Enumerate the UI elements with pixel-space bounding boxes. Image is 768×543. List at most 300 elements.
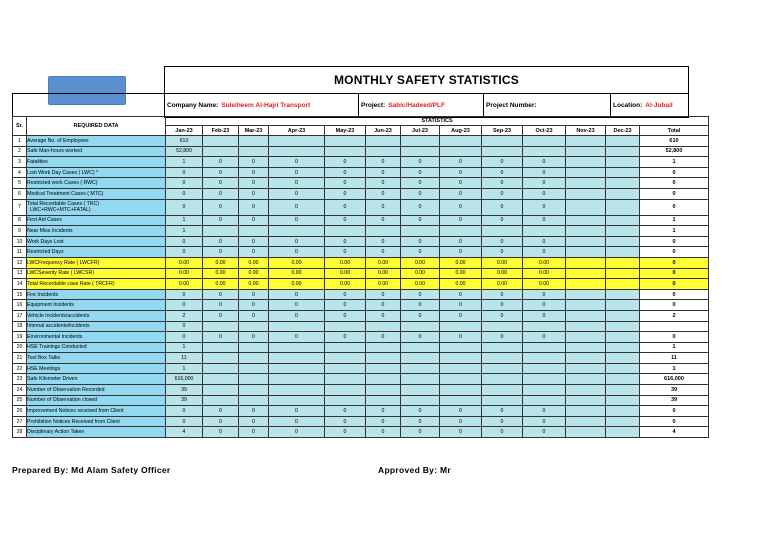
row-label (27, 188, 166, 199)
month-value-cell (325, 226, 366, 237)
month-value-cell (523, 136, 566, 147)
month-value-cell: 0.00 (203, 268, 239, 279)
month-value-cell: 0 (269, 167, 325, 178)
month-value-cell: 0 (366, 188, 401, 199)
month-value-cell (269, 136, 325, 147)
month-value-cell: 0.00 (523, 268, 566, 279)
project-cell (359, 94, 484, 117)
month-value-cell (523, 363, 566, 374)
month-value-cell: 0 (401, 310, 440, 321)
table-row (13, 289, 709, 300)
row-label (27, 300, 166, 311)
total-cell: 0 (640, 167, 709, 178)
month-value-cell (203, 363, 239, 374)
total-cell: 616,000 (640, 374, 709, 385)
company-cell (165, 94, 359, 117)
month-value-cell (269, 321, 325, 332)
month-value-cell: 0 (366, 416, 401, 427)
month-value-cell: 0.00 (440, 268, 482, 279)
month-value-cell: 0 (366, 178, 401, 189)
month-header: Jan-23 (166, 126, 203, 136)
prepared-by: Prepared By: Md Alam Safety Officer (12, 465, 171, 475)
month-value-cell: 0.00 (366, 257, 401, 268)
table-row (13, 146, 709, 157)
month-value-cell: 0 (523, 300, 566, 311)
table-row (13, 363, 709, 374)
month-value-cell: 0 (523, 310, 566, 321)
month-value-cell (440, 385, 482, 396)
company-label: Company Name: (167, 102, 219, 109)
month-value-cell (366, 321, 401, 332)
month-value-cell: 0 (440, 416, 482, 427)
month-value-cell: 0 (440, 236, 482, 247)
month-value-cell: 0 (401, 188, 440, 199)
row-number: 13 (13, 268, 27, 279)
total-cell: 0 (640, 406, 709, 417)
month-value-cell: 0 (269, 188, 325, 199)
month-header: Apr-23 (269, 126, 325, 136)
row-label (27, 157, 166, 168)
row-label (27, 363, 166, 374)
month-value-cell (239, 226, 269, 237)
table-row (13, 136, 709, 147)
month-value-cell: 0 (401, 157, 440, 168)
month-value-cell: 39 (166, 395, 203, 406)
row-number: 23 (13, 374, 27, 385)
month-value-cell (566, 257, 606, 268)
month-value-cell: 0 (166, 321, 203, 332)
month-value-cell (566, 247, 606, 258)
month-value-cell (606, 374, 640, 385)
location-label: Location: (613, 102, 643, 109)
total-cell: 1 (640, 226, 709, 237)
month-value-cell (566, 406, 606, 417)
row-label-text: LWCFrequency Rate ( LWCFR) (27, 259, 100, 266)
row-label-text: Restricted work Cases ( RWC) (27, 180, 98, 187)
month-value-cell (606, 226, 640, 237)
month-value-cell (325, 374, 366, 385)
total-cell: 0 (640, 199, 709, 215)
month-value-cell: 0 (366, 167, 401, 178)
month-value-cell (482, 321, 523, 332)
month-value-cell: 0 (440, 332, 482, 343)
month-value-cell: 0 (440, 178, 482, 189)
month-value-cell (269, 353, 325, 364)
month-value-cell: 0 (166, 167, 203, 178)
month-value-cell: 0 (269, 310, 325, 321)
total-cell: 0 (640, 188, 709, 199)
company-value: Suleiheem Al-Hajri Transport (221, 102, 311, 109)
row-label-text: Disciplinary Action Taken (27, 429, 85, 436)
row-label-text: Restricted Days (27, 249, 64, 256)
total-cell: 2 (640, 310, 709, 321)
month-value-cell (401, 342, 440, 353)
month-value-cell (566, 178, 606, 189)
month-value-cell (566, 300, 606, 311)
month-value-cell: 0 (523, 167, 566, 178)
month-value-cell: 0 (482, 427, 523, 438)
row-label (27, 257, 166, 268)
month-value-cell: 0.00 (440, 257, 482, 268)
month-value-cell (566, 226, 606, 237)
month-value-cell: 0.00 (482, 279, 523, 290)
month-value-cell: 0 (166, 300, 203, 311)
month-value-cell (606, 332, 640, 343)
month-value-cell: 0 (325, 427, 366, 438)
month-value-cell: 0 (269, 157, 325, 168)
table-row (13, 385, 709, 396)
month-header: Jul-23 (401, 126, 440, 136)
month-value-cell (325, 321, 366, 332)
month-value-cell: 2 (166, 310, 203, 321)
month-value-cell (440, 146, 482, 157)
total-cell: 1 (640, 342, 709, 353)
row-label (27, 427, 166, 438)
month-value-cell: 0 (325, 167, 366, 178)
row-number: 26 (13, 406, 27, 417)
month-value-cell (239, 321, 269, 332)
row-number: 2 (13, 146, 27, 157)
month-value-cell (239, 374, 269, 385)
month-value-cell: 0.00 (482, 268, 523, 279)
month-value-cell: 0.00 (325, 268, 366, 279)
month-value-cell: 11 (166, 353, 203, 364)
row-number: 5 (13, 178, 27, 189)
total-cell: 0 (640, 289, 709, 300)
month-value-cell: 0 (482, 199, 523, 215)
month-value-cell: 0 (203, 289, 239, 300)
month-value-cell (606, 427, 640, 438)
row-number: 6 (13, 188, 27, 199)
month-value-cell: 0 (239, 167, 269, 178)
month-value-cell (606, 406, 640, 417)
row-number: 7 (13, 199, 27, 215)
month-value-cell: 0 (440, 167, 482, 178)
month-value-cell: 0 (482, 167, 523, 178)
month-value-cell: 0 (366, 247, 401, 258)
month-value-cell: 0 (366, 310, 401, 321)
approved-by: Approved By: Mr (378, 465, 451, 475)
month-value-cell: 0 (166, 199, 203, 215)
month-value-cell: 0.00 (166, 268, 203, 279)
month-value-cell (203, 385, 239, 396)
total-cell (640, 321, 709, 332)
month-value-cell (606, 289, 640, 300)
month-value-cell: 0 (401, 236, 440, 247)
month-value-cell (366, 353, 401, 364)
month-value-cell (366, 136, 401, 147)
row-number: 22 (13, 363, 27, 374)
month-value-cell: 0.00 (269, 268, 325, 279)
total-cell: 0 (640, 236, 709, 247)
month-value-cell (566, 427, 606, 438)
month-value-cell: 0 (401, 289, 440, 300)
month-value-cell (239, 146, 269, 157)
month-value-cell (606, 215, 640, 226)
month-value-cell: 0 (203, 178, 239, 189)
total-cell: 1 (640, 157, 709, 168)
row-label (27, 289, 166, 300)
month-value-cell: 0 (523, 406, 566, 417)
month-value-cell (239, 353, 269, 364)
row-label (27, 247, 166, 258)
month-value-cell (325, 136, 366, 147)
month-value-cell (269, 374, 325, 385)
month-value-cell: 0.00 (166, 279, 203, 290)
month-value-cell: 0 (269, 247, 325, 258)
row-label-text: Internal accidents/incidents (27, 323, 90, 330)
month-value-cell (606, 300, 640, 311)
month-value-cell: 0 (203, 247, 239, 258)
month-value-cell (606, 247, 640, 258)
month-value-cell (523, 374, 566, 385)
month-value-cell: 0 (440, 247, 482, 258)
month-value-cell (606, 342, 640, 353)
row-label-text: LWCSeverity Rate ( LWCSR) (27, 270, 94, 277)
month-value-cell (566, 321, 606, 332)
total-cell: 39 (640, 395, 709, 406)
month-value-cell (269, 363, 325, 374)
month-value-cell (606, 136, 640, 147)
month-value-cell: 0.00 (523, 279, 566, 290)
month-value-cell: 0 (401, 178, 440, 189)
month-value-cell (523, 226, 566, 237)
total-cell: 11 (640, 353, 709, 364)
month-value-cell (606, 416, 640, 427)
month-value-cell: 0 (366, 427, 401, 438)
month-value-cell: 39 (166, 385, 203, 396)
month-value-cell (566, 332, 606, 343)
month-value-cell: 0.00 (325, 279, 366, 290)
month-value-cell (482, 136, 523, 147)
row-number: 12 (13, 257, 27, 268)
month-value-cell: 0 (366, 289, 401, 300)
month-value-cell: 0 (401, 332, 440, 343)
project-number-label: Project Number: (486, 102, 537, 109)
info-row (164, 93, 689, 118)
month-value-cell (566, 236, 606, 247)
month-value-cell: 0 (523, 188, 566, 199)
month-value-cell (606, 279, 640, 290)
safety-statistics-table (12, 116, 709, 438)
month-value-cell (566, 146, 606, 157)
month-value-cell (606, 257, 640, 268)
month-value-cell: 0 (366, 236, 401, 247)
month-value-cell: 0 (203, 188, 239, 199)
month-value-cell: 0 (239, 427, 269, 438)
month-value-cell (566, 353, 606, 364)
month-value-cell: 0 (325, 416, 366, 427)
page-title: MONTHLY SAFETY STATISTICS (333, 73, 520, 87)
row-number: 4 (13, 167, 27, 178)
table-row (13, 178, 709, 189)
month-value-cell (401, 146, 440, 157)
month-value-cell: 0 (166, 289, 203, 300)
month-value-cell: 0 (440, 289, 482, 300)
month-value-cell: 0 (269, 300, 325, 311)
month-value-cell: 0 (239, 215, 269, 226)
month-value-cell (203, 226, 239, 237)
header-left-blank (12, 93, 165, 117)
row-label-text: Average No. of Employees (27, 137, 89, 144)
total-header: Total (640, 126, 709, 136)
row-label-text: HSE Trainings Conducted (27, 344, 87, 351)
row-label (27, 136, 166, 147)
month-value-cell (203, 146, 239, 157)
row-number: 19 (13, 332, 27, 343)
total-cell: 0 (640, 416, 709, 427)
month-value-cell: 0 (269, 236, 325, 247)
month-value-cell (269, 385, 325, 396)
month-value-cell (325, 353, 366, 364)
row-label-text: Safe Man-hours worked (27, 148, 83, 155)
table-row (13, 406, 709, 417)
row-number: 21 (13, 353, 27, 364)
row-label-text: Vehicle Incidents/accidents (27, 312, 90, 319)
row-label (27, 353, 166, 364)
month-value-cell: 0 (401, 199, 440, 215)
month-value-cell (401, 385, 440, 396)
row-label (27, 342, 166, 353)
month-value-cell: 0 (366, 199, 401, 215)
month-value-cell: 0.00 (269, 279, 325, 290)
month-value-cell: 0 (325, 300, 366, 311)
month-value-cell (440, 353, 482, 364)
month-value-cell (482, 385, 523, 396)
month-value-cell: 0 (239, 236, 269, 247)
month-value-cell: 0 (366, 300, 401, 311)
month-header: Nov-23 (566, 126, 606, 136)
table-row (13, 236, 709, 247)
month-value-cell: 0.00 (239, 268, 269, 279)
month-value-cell (606, 321, 640, 332)
table-body (13, 136, 709, 438)
month-value-cell: 0 (440, 215, 482, 226)
month-value-cell: 0 (366, 157, 401, 168)
month-header: May-23 (325, 126, 366, 136)
month-value-cell (366, 146, 401, 157)
month-value-cell: 0.00 (203, 279, 239, 290)
month-value-cell: 0 (269, 427, 325, 438)
month-value-cell (440, 136, 482, 147)
month-value-cell: 0 (239, 178, 269, 189)
month-value-cell: 0.00 (239, 279, 269, 290)
month-value-cell: 610 (166, 136, 203, 147)
month-value-cell (566, 136, 606, 147)
row-label-text: Near Miss Incidents (27, 227, 73, 234)
month-value-cell (366, 342, 401, 353)
month-value-cell: 0 (203, 427, 239, 438)
table-row (13, 374, 709, 385)
month-value-cell: 0 (203, 215, 239, 226)
month-value-cell: 0 (203, 157, 239, 168)
total-cell: 0 (640, 178, 709, 189)
month-value-cell (482, 353, 523, 364)
month-value-cell: 0 (482, 416, 523, 427)
row-number: 1 (13, 136, 27, 147)
total-cell: 52,800 (640, 146, 709, 157)
month-value-cell (566, 310, 606, 321)
month-value-cell: 0 (440, 188, 482, 199)
month-value-cell: 0 (523, 178, 566, 189)
month-value-cell (482, 342, 523, 353)
row-number: 8 (13, 215, 27, 226)
project-value: Sabic/Hadeed/PLF (388, 102, 445, 109)
month-header: Aug-23 (440, 126, 482, 136)
row-label-text: Lost Work Day Cases ( LWC) * (27, 169, 99, 176)
month-value-cell (366, 363, 401, 374)
month-value-cell: 0.00 (239, 257, 269, 268)
month-value-cell: 0.00 (523, 257, 566, 268)
statistics-header: STATISTICS (166, 117, 709, 126)
month-value-cell (482, 146, 523, 157)
month-value-cell (239, 385, 269, 396)
month-value-cell (440, 321, 482, 332)
row-number: 25 (13, 395, 27, 406)
month-value-cell (566, 199, 606, 215)
month-value-cell: 52,800 (166, 146, 203, 157)
month-value-cell: 0.00 (401, 279, 440, 290)
month-value-cell: 0.00 (401, 257, 440, 268)
total-cell: 0 (640, 247, 709, 258)
month-header: Sep-23 (482, 126, 523, 136)
month-value-cell (366, 226, 401, 237)
month-value-cell (203, 321, 239, 332)
table-row (13, 268, 709, 279)
month-value-cell (401, 374, 440, 385)
table-row (13, 310, 709, 321)
row-label-text: Work Days Lost (27, 238, 64, 245)
row-number: 11 (13, 247, 27, 258)
month-value-cell: 0 (166, 406, 203, 417)
month-value-cell: 1 (166, 157, 203, 168)
month-value-cell: 0 (269, 416, 325, 427)
row-label-text: Environmental Incidents (27, 333, 83, 340)
table-row (13, 300, 709, 311)
month-value-cell: 0 (239, 199, 269, 215)
month-value-cell (401, 363, 440, 374)
month-value-cell: 0 (325, 157, 366, 168)
month-value-cell (325, 395, 366, 406)
month-value-cell (566, 157, 606, 168)
month-value-cell: 0 (440, 157, 482, 168)
statistics-header-row (13, 117, 709, 126)
month-value-cell: 0 (523, 332, 566, 343)
month-value-cell (440, 363, 482, 374)
location-cell (611, 94, 688, 117)
month-value-cell (203, 374, 239, 385)
month-value-cell (440, 342, 482, 353)
month-value-cell: 0 (239, 406, 269, 417)
total-cell: 0 (640, 257, 709, 268)
month-value-cell: 0 (269, 332, 325, 343)
month-value-cell: 0 (239, 157, 269, 168)
month-value-cell: 0 (401, 215, 440, 226)
total-cell: 1 (640, 215, 709, 226)
month-value-cell: 1 (166, 342, 203, 353)
month-value-cell: 0 (239, 247, 269, 258)
month-value-cell (366, 395, 401, 406)
month-value-cell: 0 (523, 236, 566, 247)
month-value-cell: 0 (440, 310, 482, 321)
month-value-cell (203, 342, 239, 353)
row-label (27, 374, 166, 385)
month-value-cell (239, 395, 269, 406)
row-label (27, 385, 166, 396)
month-value-cell: 0 (523, 199, 566, 215)
row-number: 15 (13, 289, 27, 300)
month-value-cell: 0 (203, 332, 239, 343)
